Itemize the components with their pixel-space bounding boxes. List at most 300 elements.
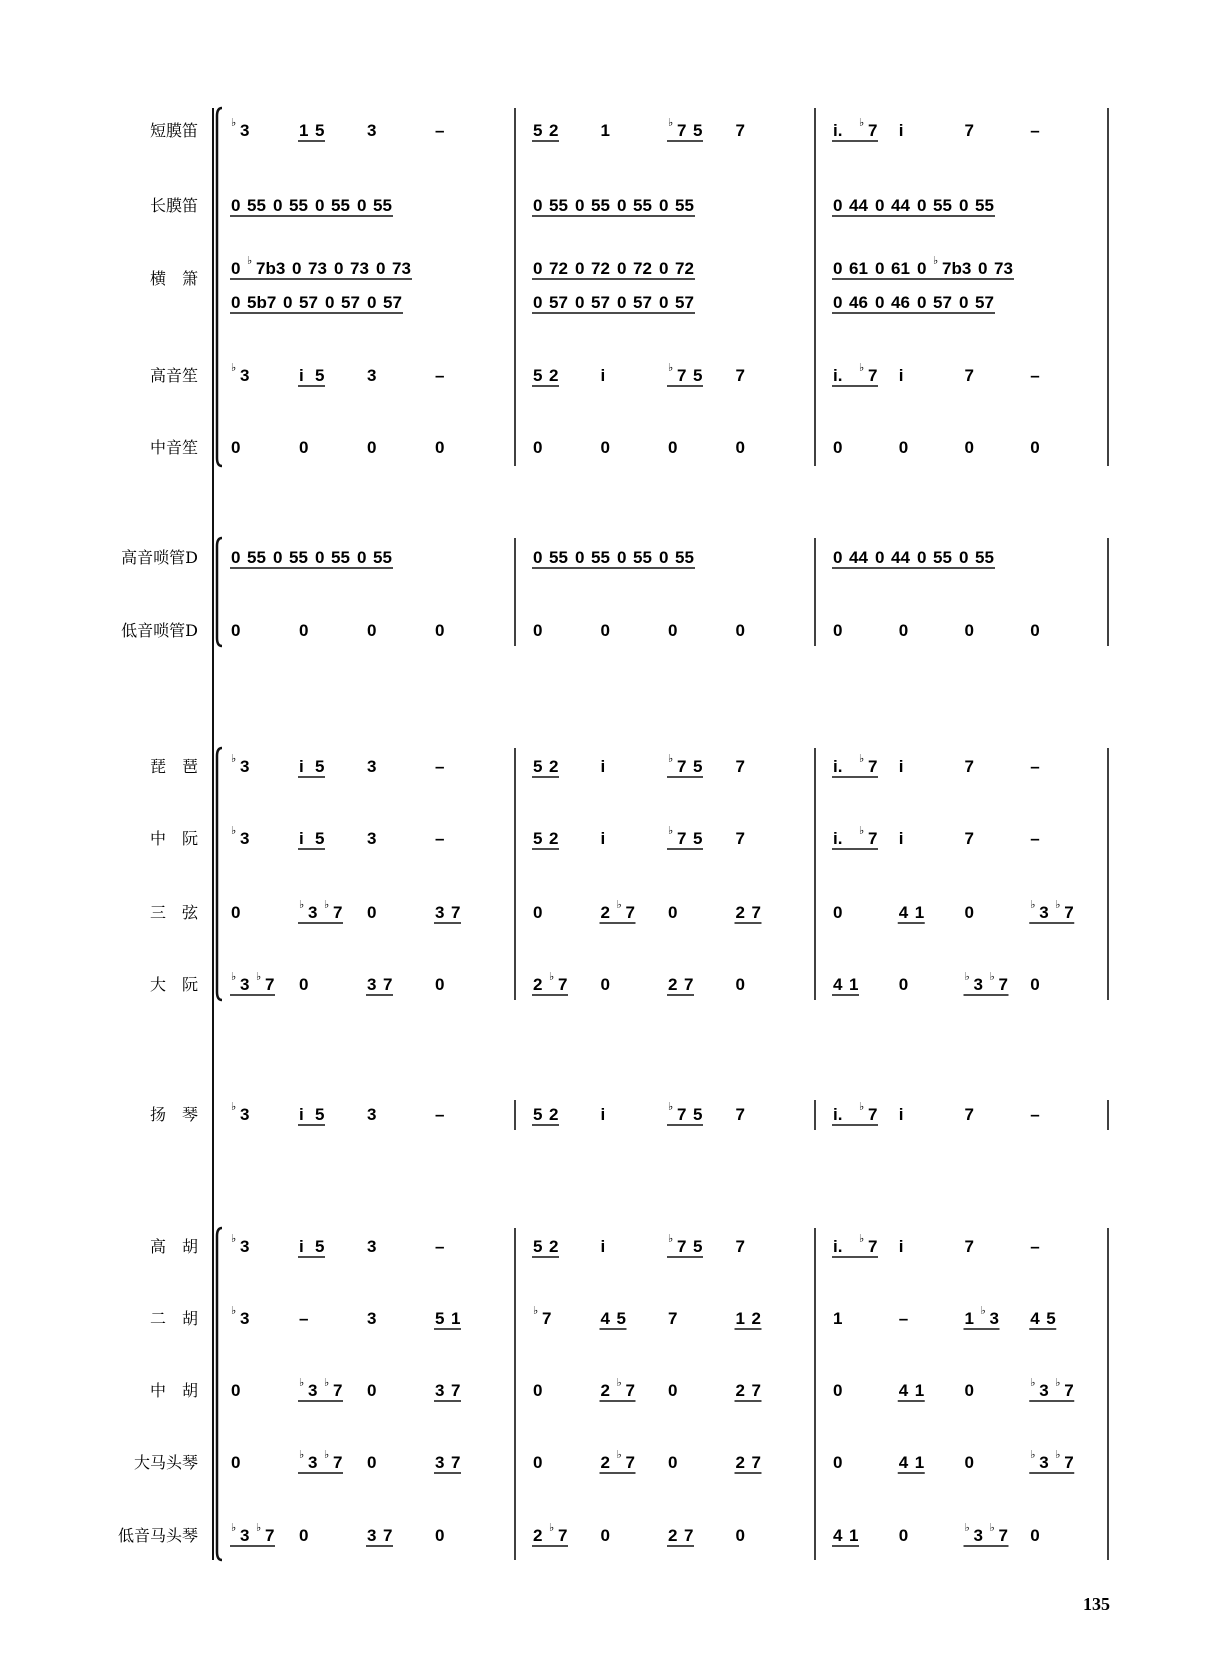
jianpu-note: 3 [1039,903,1049,922]
jianpu-note: 0 [875,196,885,215]
jianpu-note: 5 [533,1105,543,1124]
jianpu-note: 4 [898,1381,909,1400]
jianpu-note: 57 [975,293,994,312]
jianpu-note: 0 [334,259,344,278]
flat-sign: ♭ [989,970,995,983]
flat-sign: ♭ [231,116,237,129]
jianpu-note: 55 [289,548,308,567]
jianpu-note: – [1030,366,1040,385]
jianpu-note: 3 [240,1526,250,1545]
jianpu-note: – [1030,121,1040,140]
jianpu-note: 55 [633,548,652,567]
jianpu-note: 0 [231,438,241,457]
jianpu-note: 44 [891,548,910,567]
jianpu-note: 0 [533,903,543,922]
flat-sign: ♭ [616,898,622,911]
jianpu-note: 7 [265,1526,275,1545]
jianpu-note: 1 [735,1309,745,1328]
jianpu-note: 5 [693,757,703,776]
jianpu-note: 4 [898,1453,909,1472]
instrument-label: 长膜笛 [149,196,198,215]
jianpu-note: 7 [998,975,1008,994]
jianpu-note: 7 [677,757,687,776]
jianpu-note: 0 [735,1526,745,1545]
jianpu-note: 0 [898,621,909,640]
jianpu-note: 2 [549,757,559,776]
jianpu-note: 44 [849,196,868,215]
jianpu-note: 2 [549,121,559,140]
jianpu-note: 0 [833,196,843,215]
jianpu-note: 5 [693,366,703,385]
jianpu-note: 46 [891,293,910,312]
jianpu-note: 0 [833,903,843,922]
jianpu-note: 0 [833,293,843,312]
flat-sign: ♭ [668,752,674,765]
jianpu-note: 5 [435,1309,445,1328]
jianpu-note: 55 [675,196,694,215]
jianpu-note: 5 [616,1309,626,1328]
jianpu-note: – [1030,757,1040,776]
instrument-label: 高 胡 [149,1237,198,1256]
jianpu-note: 3 [367,121,377,140]
jianpu-note: 3 [240,829,250,848]
flat-sign: ♭ [668,1100,674,1113]
jianpu-note: 2 [549,366,559,385]
flat-sign: ♭ [247,254,253,267]
jianpu-note: i [299,1237,304,1256]
jianpu-note: 0 [533,259,543,278]
jianpu-note: 0 [273,196,283,215]
jianpu-note: 1 [849,975,859,994]
jianpu-note: 0 [917,196,927,215]
jianpu-note: 0 [292,259,302,278]
jianpu-note: 55 [933,548,952,567]
jianpu-note: 72 [675,259,694,278]
jianpu-note: 0 [575,548,585,567]
jianpu-note: 0 [533,293,543,312]
jianpu-note: 0 [875,293,885,312]
jianpu-note: 7 [964,829,974,848]
instrument-label: 横 箫 [149,269,198,288]
jianpu-note: 0 [964,438,974,457]
flat-sign: ♭ [859,361,865,374]
jianpu-note: i. [833,121,843,140]
jianpu-note: 5 [533,121,543,140]
flat-sign: ♭ [1055,1448,1061,1461]
instrument-label: 低音马头琴 [117,1526,198,1545]
jianpu-note: 0 [357,548,367,567]
jianpu-note: 0 [1030,621,1040,640]
jianpu-note: 0 [917,548,927,567]
jianpu-note: 0 [917,259,927,278]
staff-row [150,824,1040,849]
instrument-label: 低音唢管D [121,621,198,640]
jianpu-note: 3 [973,975,983,994]
jianpu-note: 0 [617,259,627,278]
jianpu-note: 5 [315,1237,325,1256]
jianpu-note: 7 [451,1381,461,1400]
flat-sign: ♭ [231,1232,237,1245]
jianpu-note: 3 [367,757,377,776]
jianpu-note: 7 [542,1309,552,1328]
jianpu-note: 0 [533,548,543,567]
flat-sign: ♭ [668,824,674,837]
jianpu-note: 72 [549,259,568,278]
jianpu-note: 0 [533,1453,543,1472]
jianpu-note: 7 [735,1237,745,1256]
jianpu-note: 0 [600,621,610,640]
jianpu-note: 0 [668,903,678,922]
flat-sign: ♭ [549,970,555,983]
jianpu-note: 0 [231,1381,241,1400]
flat-sign: ♭ [989,1521,995,1534]
jianpu-note: 55 [975,196,994,215]
jianpu-note: 0 [964,1381,974,1400]
jianpu-note: 0 [600,975,610,994]
jianpu-note: 3 [308,903,318,922]
jianpu-note: i. [833,1105,843,1124]
jianpu-note: 7 [625,903,635,922]
jianpu-note: 0 [875,548,885,567]
jianpu-note: – [435,1105,445,1124]
jianpu-note: 0 [231,293,241,312]
jianpu-note: 0 [1030,975,1040,994]
staff-row [118,1521,1040,1546]
jianpu-note: 0 [367,621,377,640]
jianpu-note: 1 [299,121,309,140]
instrument-label: 扬 琴 [149,1105,198,1124]
jianpu-note: 7 [333,1453,343,1472]
instrument-label: 中音笙 [149,438,198,457]
flat-sign: ♭ [256,1521,262,1534]
jianpu-note: 55 [331,196,350,215]
jianpu-note: 1 [964,1309,974,1328]
jianpu-note: i [898,829,904,848]
jianpu-note: 5 [693,121,703,140]
jianpu-note: 0 [533,1381,543,1400]
jianpu-note: 7 [383,1526,393,1545]
jianpu-note: 0 [833,548,843,567]
jianpu-note: 7 [751,1381,761,1400]
jianpu-note: 3 [435,1381,445,1400]
jianpu-note: 0 [435,621,445,640]
jianpu-note: 7 [868,757,878,776]
flat-sign: ♭ [616,1448,622,1461]
jianpu-note: 0 [964,1453,974,1472]
jianpu-note: 55 [549,548,568,567]
jianpu-note: 2 [533,1526,543,1545]
instrument-label: 中 胡 [149,1381,198,1400]
jianpu-note: 7 [684,975,694,994]
jianpu-note: – [435,121,445,140]
jianpu-note: 55 [331,548,350,567]
flat-sign: ♭ [299,1448,305,1461]
jianpu-note: 0 [668,1453,678,1472]
jianpu-note: 2 [668,1526,678,1545]
jianpu-note: – [1030,1237,1040,1256]
jianpu-note: 0 [315,548,325,567]
jianpu-note: 7 [868,829,878,848]
jianpu-note: 0 [231,621,241,640]
jianpu-note: 55 [975,548,994,567]
jianpu-note: 0 [959,293,969,312]
jianpu-note: 0 [833,1453,843,1472]
jianpu-note: 7 [964,757,974,776]
jianpu-note: 0 [964,903,974,922]
jianpu-note: 0 [600,438,610,457]
jianpu-note: 0 [325,293,335,312]
jianpu-note: 3 [1039,1381,1049,1400]
jianpu-note: 0 [898,438,909,457]
staff-row [150,1232,1040,1257]
jianpu-note: 0 [659,293,669,312]
jianpu-note: 0 [435,438,445,457]
flat-sign: ♭ [1055,1376,1061,1389]
jianpu-note: 7 [868,121,878,140]
group-bracket [217,748,222,1000]
jianpu-note: 5 [315,757,325,776]
jianpu-note: 2 [600,1453,610,1472]
jianpu-note: 5 [533,366,543,385]
jianpu-note: 0 [875,259,885,278]
jianpu-note: 7 [868,1105,878,1124]
staff-row [150,254,1014,288]
jianpu-note: 57 [633,293,652,312]
jianpu-note: i [299,1105,304,1124]
jianpu-note: – [299,1309,309,1328]
jianpu-note: 0 [357,196,367,215]
jianpu-note: 55 [633,196,652,215]
jianpu-note: 0 [575,259,585,278]
jianpu-note: i [600,1237,606,1256]
jianpu-note: 7 [868,1237,878,1256]
jianpu-note: 7 [558,975,568,994]
jianpu-note: 3 [367,366,377,385]
jianpu-note: 3 [1039,1453,1049,1472]
jianpu-note: 2 [735,1453,745,1472]
jianpu-note: 0 [659,548,669,567]
jianpu-note: 46 [849,293,868,312]
jianpu-note: 2 [549,1237,559,1256]
jianpu-note: 2 [735,1381,745,1400]
jianpu-note: 3 [240,121,250,140]
jianpu-note: – [435,757,445,776]
jianpu-note: 5 [315,1105,325,1124]
jianpu-note: 73 [308,259,327,278]
jianpu-note: 3 [240,1237,250,1256]
flat-sign: ♭ [616,1376,622,1389]
jianpu-note: 57 [675,293,694,312]
jianpu-note: 0 [367,438,377,457]
jianpu-note: – [1030,1105,1040,1124]
staff-row [150,970,1040,995]
jianpu-note: 3 [308,1453,318,1472]
staff-row [121,621,1040,640]
flat-sign: ♭ [964,970,970,983]
jianpu-note: 5b7 [247,293,277,312]
jianpu-note: 0 [959,196,969,215]
jianpu-note: 0 [668,621,678,640]
jianpu-note: 3 [973,1526,983,1545]
jianpu-note: 7 [1064,1381,1074,1400]
jianpu-note: 0 [533,438,543,457]
jianpu-note: 7b3 [256,259,286,278]
jianpu-note: 1 [451,1309,461,1328]
instrument-label: 中 阮 [149,829,198,848]
jianpu-note: 2 [735,903,745,922]
flat-sign: ♭ [231,1521,237,1534]
jianpu-note: 7 [998,1526,1008,1545]
jianpu-note: 3 [240,366,250,385]
flat-sign: ♭ [231,1100,237,1113]
jianpu-note: i [299,757,304,776]
jianpu-note: 5 [693,1105,703,1124]
jianpu-note: 0 [964,621,974,640]
jianpu-note: 0 [299,621,309,640]
jianpu-note: 61 [891,259,910,278]
staff-row [150,1100,1040,1125]
jianpu-note: 0 [231,196,241,215]
jianpu-note: 2 [751,1309,761,1328]
flat-sign: ♭ [231,361,237,374]
jianpu-note: 3 [367,1237,377,1256]
jianpu-note: 0 [1030,1526,1040,1545]
flat-sign: ♭ [231,970,237,983]
jianpu-note: – [435,1237,445,1256]
jianpu-note: i [600,829,606,848]
staff-row [150,1304,1056,1329]
jianpu-note: 0 [659,259,669,278]
jianpu-note: 1 [833,1309,843,1328]
jianpu-note: 2 [549,1105,559,1124]
jianpu-note: i [898,121,904,140]
jianpu-note: 7 [451,1453,461,1472]
jianpu-note: 7 [265,975,275,994]
jianpu-note: 5 [1046,1309,1056,1328]
staff-row [150,438,1040,457]
jianpu-note: 7 [735,829,745,848]
jianpu-note: 3 [240,757,250,776]
jianpu-note: 7 [677,1237,687,1256]
jianpu-note: i. [833,366,843,385]
jianpu-note: 73 [350,259,369,278]
jianpu-note: 7 [451,903,461,922]
jianpu-note: 55 [591,548,610,567]
flat-sign: ♭ [324,1376,330,1389]
group-bracket [217,108,222,466]
jianpu-note: 0 [668,438,678,457]
jianpu-note: 0 [575,196,585,215]
jianpu-note: 2 [549,829,559,848]
jianpu-note: 4 [833,975,843,994]
jianpu-note: i. [833,757,843,776]
flat-sign: ♭ [668,1232,674,1245]
flat-sign: ♭ [964,1521,970,1534]
staff-row [121,548,995,568]
jianpu-note: 0 [533,621,543,640]
jianpu-note: 1 [600,121,610,140]
jianpu-note: 0 [735,621,745,640]
jianpu-note: 0 [898,1526,909,1545]
flat-sign: ♭ [231,824,237,837]
jianpu-note: 72 [633,259,652,278]
jianpu-note: 7 [677,366,687,385]
jianpu-note: 55 [373,196,392,215]
flat-sign: ♭ [859,1232,865,1245]
jianpu-note: 55 [247,196,266,215]
jianpu-note: 5 [693,829,703,848]
jianpu-note: 0 [367,1453,377,1472]
jianpu-note: 57 [933,293,952,312]
jianpu-note: 7 [735,757,745,776]
jianpu-note: 0 [231,548,241,567]
jianpu-note: 0 [959,548,969,567]
jianpu-note: i [898,757,904,776]
jianpu-note: 5 [315,366,325,385]
jianpu-note: 3 [435,1453,445,1472]
page-number: 135 [1083,1594,1110,1614]
jianpu-note: 0 [898,975,909,994]
flat-sign: ♭ [231,752,237,765]
instrument-label: 短膜笛 [149,121,198,140]
flat-sign: ♭ [668,361,674,374]
instrument-label: 大 阮 [149,975,198,994]
jianpu-note: 55 [247,548,266,567]
jianpu-note: 61 [849,259,868,278]
staff-row [150,898,1074,923]
jianpu-note: 3 [367,1526,377,1545]
jianpu-note: 1 [914,1453,925,1472]
flat-sign: ♭ [231,1304,237,1317]
jianpu-note: 55 [549,196,568,215]
staff-row [150,752,1040,777]
jianpu-note: 4 [898,903,909,922]
flat-sign: ♭ [256,970,262,983]
jianpu-note: i [600,1105,606,1124]
jianpu-note: 1 [914,903,925,922]
staff-row [150,116,1040,141]
flat-sign: ♭ [933,254,939,267]
jianpu-note: i. [833,829,843,848]
jianpu-note: 0 [376,259,386,278]
flat-sign: ♭ [299,1376,305,1389]
jianpu-note: 7 [333,903,343,922]
jianpu-note: 4 [833,1526,843,1545]
jianpu-note: 0 [833,438,843,457]
jianpu-note: 7 [964,366,974,385]
jianpu-note: 7 [558,1526,568,1545]
jianpu-note: 5 [693,1237,703,1256]
jianpu-note: 1 [849,1526,859,1545]
jianpu-note: 7 [333,1381,343,1400]
instrument-label: 高音唢管D [121,548,198,567]
jianpu-note: 5 [315,121,325,140]
jianpu-note: 3 [367,975,377,994]
jianpu-note: 7 [383,975,393,994]
instrument-label: 三 弦 [149,903,198,922]
jianpu-note: 7 [1064,1453,1074,1472]
jianpu-note: 0 [735,975,745,994]
jianpu-note: 0 [283,293,293,312]
jianpu-note: 55 [373,548,392,567]
jianpu-note: 0 [231,903,241,922]
group-bracket [217,1228,222,1560]
jianpu-note: 7 [735,366,745,385]
jianpu-note: 7 [735,1105,745,1124]
jianpu-note: 0 [299,438,309,457]
jianpu-note: 7 [1064,903,1074,922]
flat-sign: ♭ [1030,1448,1036,1461]
